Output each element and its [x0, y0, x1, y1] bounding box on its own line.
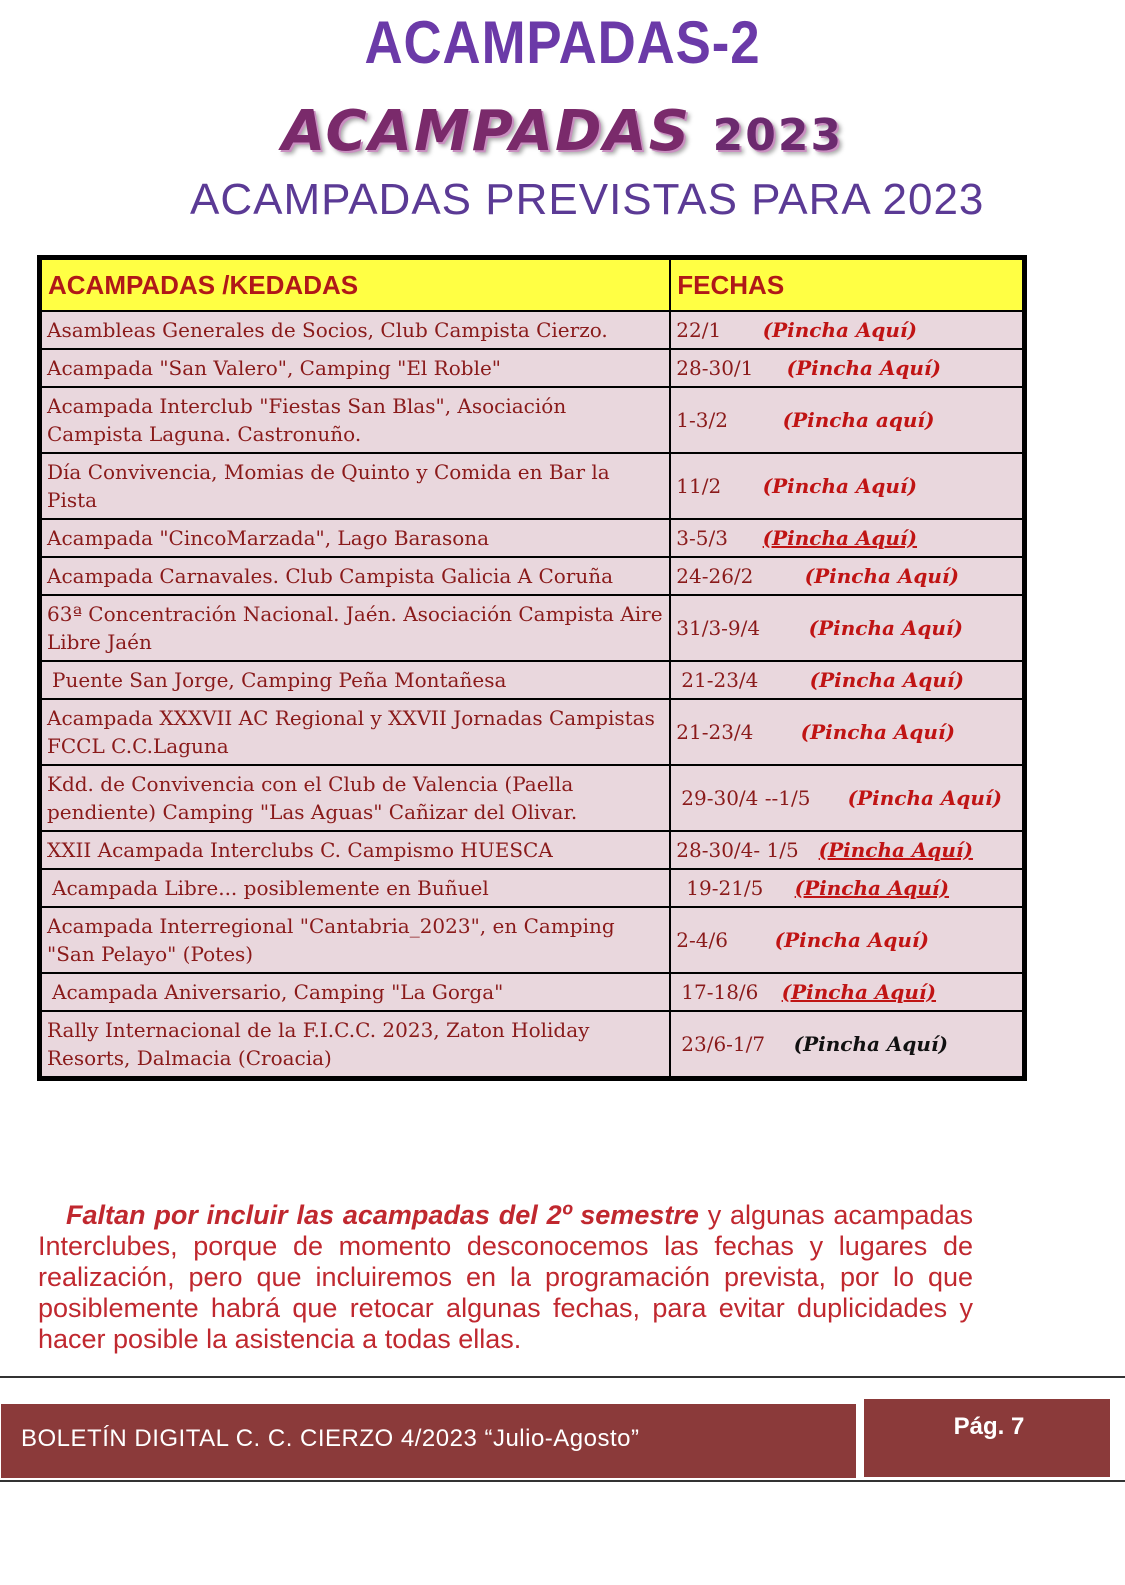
- pincha-aqui-link[interactable]: (Pincha Aquí): [774, 928, 930, 952]
- event-dates: 19-21/5: [686, 876, 764, 900]
- event-dates: 11/2: [676, 474, 722, 498]
- column-header-events: ACAMPADAS /KEDADAS: [42, 260, 669, 310]
- pincha-aqui-link[interactable]: (Pincha Aquí): [804, 564, 960, 588]
- column-header-dates: FECHAS: [671, 260, 1022, 310]
- event-dates-cell: [671, 1012, 1022, 1076]
- event-dates: 22/1: [676, 318, 722, 342]
- pincha-aqui-link[interactable]: (Pincha Aquí): [847, 786, 1003, 810]
- event-dates: 21-23/4: [676, 720, 754, 744]
- pincha-aqui-link[interactable]: (Pincha Aquí): [762, 318, 918, 342]
- footer-bulletin-bar: [0, 1403, 857, 1479]
- event-dates: 17-18/6: [681, 980, 759, 1004]
- event-dates: 31/3-9/4: [676, 616, 761, 640]
- table-row: [42, 312, 1022, 348]
- page-title-text: ACAMPADAS-2: [364, 9, 761, 76]
- event-dates-cell: [671, 520, 1022, 556]
- event-dates-cell: [671, 974, 1022, 1010]
- table-row: [42, 974, 1022, 1010]
- event-dates-cell: [671, 908, 1022, 972]
- event-name: Rally Internacional de la F.I.C.C. 2023, Zaton Holiday Resorts, Dalmacia (Croacia): [42, 1012, 669, 1076]
- table-row: [42, 870, 1022, 906]
- event-dates-cell: [671, 558, 1022, 594]
- pincha-aqui-link[interactable]: (Pincha Aquí): [809, 668, 965, 692]
- footer-bulletin-text: BOLETÍN DIGITAL C. C. CIERZO 4/2023 “Julio-Agosto”: [21, 1425, 640, 1452]
- page-number: Pág. 7: [953, 1413, 1025, 1440]
- event-name: Acampada Carnavales. Club Campista Galicia A Coruña: [42, 558, 669, 594]
- event-dates: 23/6-1/7: [681, 1032, 766, 1056]
- table-header-row: [42, 260, 1022, 310]
- event-dates-cell: [671, 454, 1022, 518]
- pincha-aqui-link[interactable]: (Pincha Aquí): [818, 838, 974, 862]
- event-name: XXII Acampada Interclubs C. Campismo HUESCA: [42, 832, 669, 868]
- footer-divider-top: [0, 1376, 1125, 1378]
- event-dates-cell: [671, 312, 1022, 348]
- event-dates-cell: [671, 388, 1022, 452]
- events-table: [37, 255, 1027, 1081]
- event-dates-cell: [671, 700, 1022, 764]
- table-row: [42, 908, 1022, 972]
- pincha-aqui-link[interactable]: (Pincha Aquí): [781, 980, 937, 1004]
- footer-page-box: [862, 1397, 1112, 1479]
- event-name: Acampada Interregional "Cantabria_2023", en Camping "San Pelayo" (Potes): [42, 908, 669, 972]
- pincha-aqui-link[interactable]: (Pincha aquí): [782, 408, 935, 432]
- pincha-aqui-link[interactable]: (Pincha Aquí): [794, 876, 950, 900]
- event-name: Acampada Libre... posiblemente en Buñuel: [42, 870, 669, 906]
- event-name: Asambleas Generales de Socios, Club Campista Cierzo.: [42, 312, 669, 348]
- event-dates: 29-30/4 --1/5: [681, 786, 811, 810]
- table-row: [42, 454, 1022, 518]
- pincha-aqui-link[interactable]: (Pincha Aquí): [762, 474, 918, 498]
- event-dates: 21-23/4: [681, 668, 759, 692]
- page-title: [68, 10, 1058, 76]
- event-dates: 28-30/4- 1/5: [676, 838, 799, 862]
- event-dates-cell: [671, 832, 1022, 868]
- note-lead: Faltan por incluir las acampadas del 2º semestre: [66, 1200, 699, 1230]
- event-name: Acampada Interclub "Fiestas San Blas", Asociación Campista Laguna. Castronuño.: [42, 388, 669, 452]
- footer-divider-bottom: [0, 1480, 1125, 1482]
- logo-text: ACAMPADAS: [281, 99, 692, 164]
- event-name: Puente San Jorge, Camping Peña Montañesa: [42, 662, 669, 698]
- table-row: [42, 520, 1022, 556]
- logo-year: 2023: [712, 110, 844, 161]
- table-row: [42, 766, 1022, 830]
- table-row: [42, 350, 1022, 386]
- note-rest: y algunas acampadas Interclubes, porque de momento desconocemos las fechas y lugares de realización, pero que incluiremos en la programación prevista, por lo que posiblemente habrá que retocar algunas fechas, para evitar duplicidades y hacer posible la asistencia a todas ellas.: [38, 1200, 974, 1354]
- table-row: [42, 700, 1022, 764]
- table-row: [42, 596, 1022, 660]
- event-dates: 24-26/2: [676, 564, 754, 588]
- event-name: Acampada "San Valero", Camping "El Roble": [42, 350, 669, 386]
- event-name: Acampada Aniversario, Camping "La Gorga": [42, 974, 669, 1010]
- pincha-aqui-link[interactable]: (Pincha Aquí): [786, 356, 942, 380]
- pincha-aqui-link[interactable]: (Pincha Aquí): [762, 526, 918, 550]
- event-dates-cell: [671, 766, 1022, 830]
- event-dates-cell: [671, 350, 1022, 386]
- event-dates: 28-30/1: [676, 356, 754, 380]
- note-paragraph: [38, 1200, 973, 1355]
- event-dates-cell: [671, 662, 1022, 698]
- event-name: 63ª Concentración Nacional. Jaén. Asociación Campista Aire Libre Jaén: [42, 596, 669, 660]
- table-row: [42, 832, 1022, 868]
- event-name: Acampada "CincoMarzada", Lago Barasona: [42, 520, 669, 556]
- event-name: Día Convivencia, Momias de Quinto y Comida en Bar la Pista: [42, 454, 669, 518]
- pincha-aqui-link[interactable]: (Pincha Aquí): [800, 720, 956, 744]
- table-row: [42, 1012, 1022, 1076]
- event-dates: 3-5/3: [676, 526, 728, 550]
- event-dates-cell: [671, 596, 1022, 660]
- pincha-aqui-link[interactable]: (Pincha Aquí): [808, 616, 964, 640]
- event-name: Acampada XXXVII AC Regional y XXVII Jornadas Campistas FCCL C.C.Laguna: [42, 700, 669, 764]
- acampadas-2023-logo: [0, 100, 1125, 168]
- event-dates-cell: [671, 870, 1022, 906]
- table-row: [42, 558, 1022, 594]
- event-name: Kdd. de Convivencia con el Club de Valencia (Paella pendiente) Camping "Las Aguas" Cañizar del Olivar.: [42, 766, 669, 830]
- event-dates: 1-3/2: [676, 408, 728, 432]
- page-subtitle: ACAMPADAS PREVISTAS PARA 2023: [190, 175, 985, 224]
- event-dates: 2-4/6: [676, 928, 728, 952]
- table-row: [42, 662, 1022, 698]
- pincha-aqui-link[interactable]: (Pincha Aquí): [793, 1032, 949, 1056]
- table-row: [42, 388, 1022, 452]
